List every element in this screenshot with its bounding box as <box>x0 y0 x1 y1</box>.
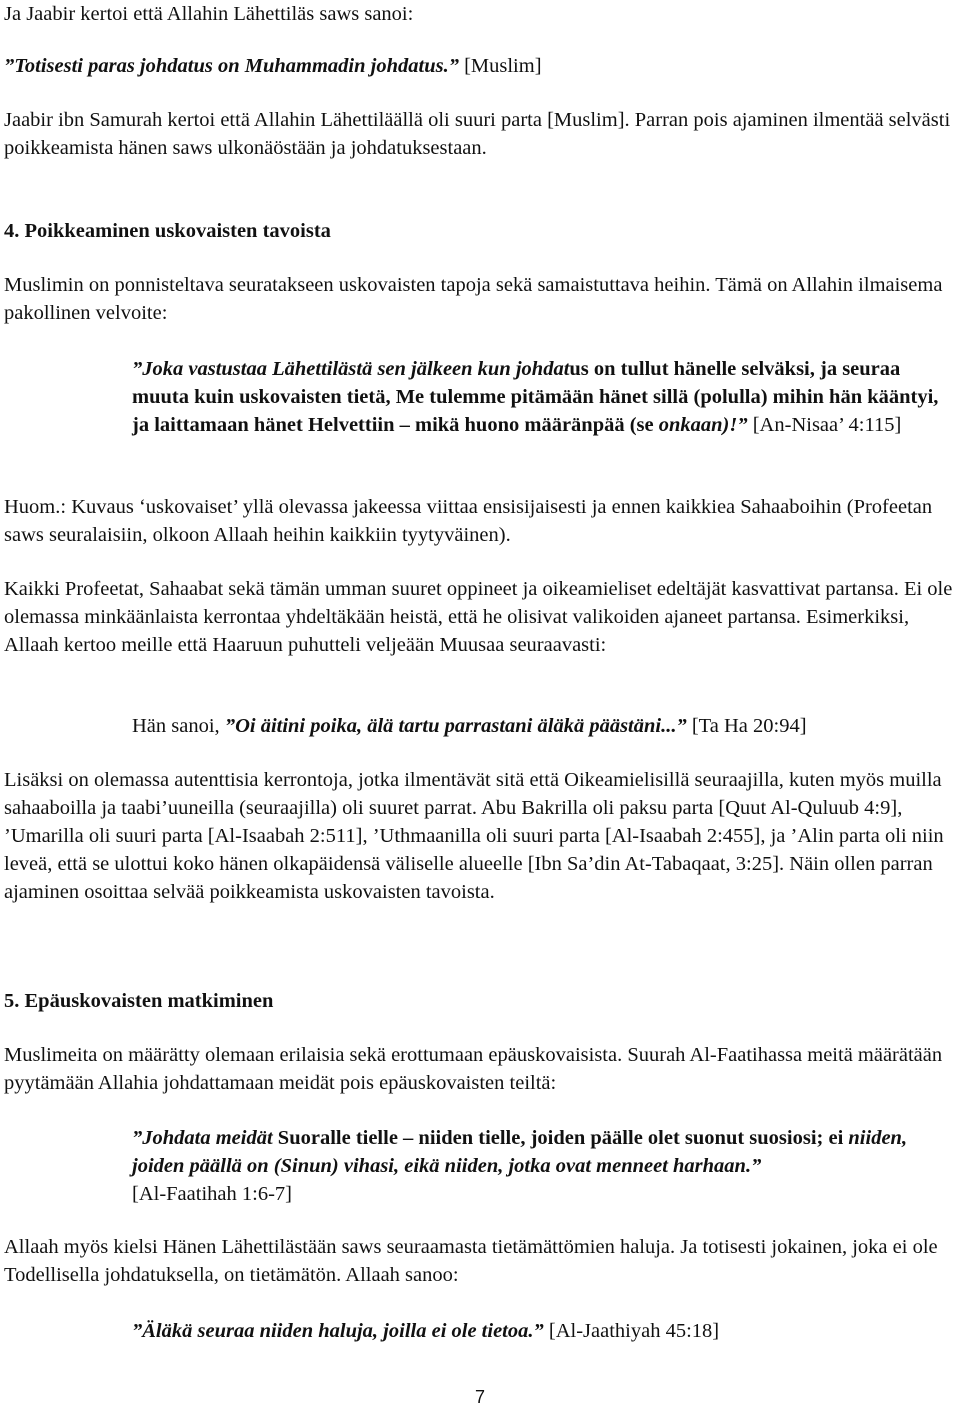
quran-quote-nisaa <box>132 355 950 439</box>
hadith-quote <box>4 52 956 80</box>
quran-quote-taha <box>132 712 950 740</box>
note-paragraph: Huom.: Kuvaus ‘uskovaiset’ yllä olevassa jakeessa viittaa ensisijaisesti ja ennen kaikkiea Sahaaboihin (Profeetan saws seuralaisiin, olkoon Allaah heihin kaikkiin tyytyväinen). <box>4 496 933 546</box>
intro-line: Ja Jaabir kertoi että Allahin Lähettiläs saws sanoi: <box>4 3 414 25</box>
paragraph-believers: Muslimin on ponnisteltava seuratakseen uskovaisten tapoja sekä samaistuttava heihin. Tämä on Allahin ilmaisema pakollinen velvoite: <box>4 274 943 324</box>
quote-part-bold: Suoralle tielle – niiden tielle, joiden päälle olet suonut suosiosi; ei <box>272 1127 849 1149</box>
quote-part-bold: us on tullut hänelle selväksi, ja seuraa muuta kuin uskovaisten tietä, Me tulemme pitämään hänet sillä (polulla) mihin hän kääntyi, ja laittamaan hänet Helvettiin – mikä huono määränpää (se <box>132 358 939 436</box>
section-heading-5: 5. Epäuskovaisten matkiminen <box>4 990 274 1012</box>
quote-ref: [Al-Faatihah 1:6-7] <box>132 1183 292 1205</box>
paragraph-prophets: Kaikki Profeetat, Sahaabat sekä tämän umman suuret oppineet ja oikeamieliset edeltäjät kasvattivat partansa. Ei ole olemassa minkäänlaista kerrontaa yhdeltäkään heistä, että he olisivat valikoiden ajaneet partansa. Esimerkiksi, Allaah kertoo meille että Haaruun puhutteli veljeään Muusaa seuraavasti: <box>4 578 953 656</box>
quran-quote-faatihah <box>132 1124 950 1208</box>
paragraph-beard: Jaabir ibn Samurah kertoi että Allahin Lähettiläällä oli suuri parta [Muslim]. Parran pois ajaminen ilmentää selvästi poikkeamista hänen saws ulkonäöstään ja johdatuksestaan. <box>4 109 951 159</box>
quote-part-italic-end: niiden, joiden päällä on (Sinun) vihasi, eikä niiden, jotka ovat menneet harhaan.” <box>132 1127 908 1177</box>
quote-text: ”Oi äitini poika, älä tartu parrastani äläkä päästäni...” <box>224 715 687 737</box>
section-heading-4: 4. Poikkeaminen uskovaisten tavoista <box>4 220 331 242</box>
paragraph-desires: Allaah myös kielsi Hänen Lähettilästään saws seuraamasta tietämättömien haluja. Ja totisesti jokainen, joka ei ole Todellisella johdatuksella, on tietämätön. Allaah sanoo: <box>4 1236 938 1286</box>
paragraph-companions: Lisäksi on olemassa autenttisia kerrontoja, jotka ilmentävät sitä että Oikeamielisillä seuraajilla, kuten myös muilla sahaaboilla ja taabi’uuneilla (seuraajilla) oli suuret parrat. Abu Bakrilla oli paksu parta [Quut Al-Quluub 4:9], ’Umarilla oli suuri parta [Al-Isaabah 2:511], ’Uthmaanilla oli suuri parta [Al-Isaabah 2:455], ja ’Alin parta oli niin leveä, että se ulottui koko hänen olkapäidensä väliselle alueelle [Ibn Sa’din At-Tabaqaat, 3:25]. Näin ollen parran ajaminen osoittaa selvää poikkeamista uskovaisten tavoista. <box>4 769 944 903</box>
paragraph-disbelievers: Muslimeita on määrätty olemaan erilaisia sekä erottumaan epäuskovaisista. Suurah Al-Faatihassa meitä määrätään pyytämään Allahia johdattamaan meidät pois epäuskovaisten teiltä: <box>4 1044 943 1094</box>
quran-quote-jaathiyah <box>132 1317 950 1345</box>
quote-part-italic: ”Johdata meidät <box>132 1127 273 1149</box>
hadith-quote-ref: [Muslim] <box>458 55 542 77</box>
page-number: 7 <box>474 1387 485 1407</box>
quote-text: ”Äläkä seuraa niiden haluja, joilla ei ole tietoa.” <box>132 1320 544 1342</box>
quote-ref: [Al-Jaathiyah 45:18] <box>543 1320 720 1342</box>
quote-ref: [Ta Ha 20:94] <box>686 715 807 737</box>
quote-lead: Hän sanoi, <box>132 715 225 737</box>
hadith-quote-text: ”Totisesti paras johdatus on Muhammadin johdatus.” <box>4 55 459 77</box>
quote-ref: [An-Nisaa’ 4:115] <box>747 414 902 436</box>
quote-part-italic: ”Joka vastustaa Lähettilästä sen jälkeen kun johdat <box>132 358 570 380</box>
quote-part-italic-end: onkaan)!” <box>658 414 748 436</box>
